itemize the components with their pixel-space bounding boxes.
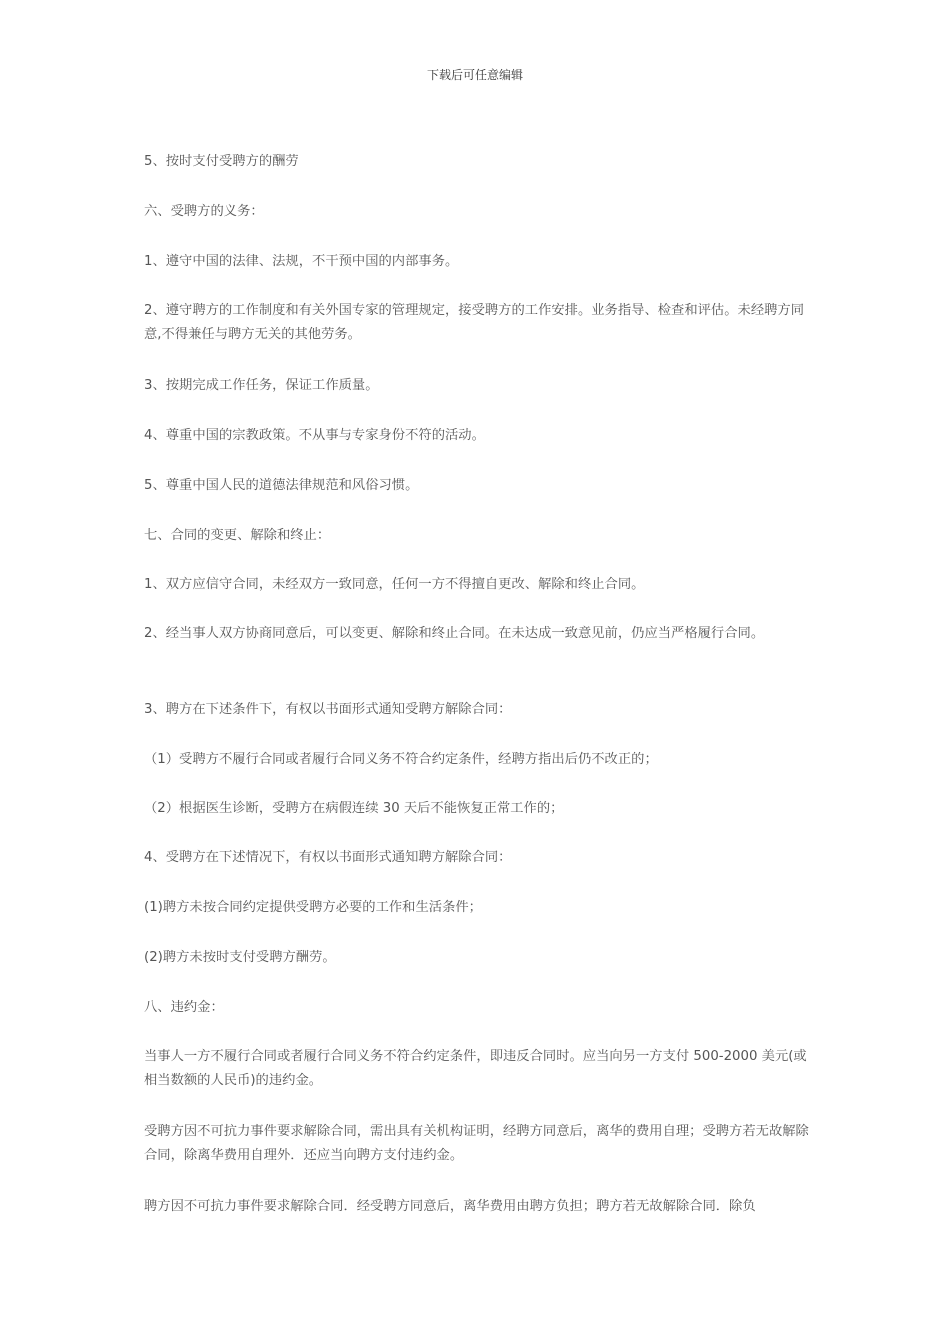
- paragraph: （2）根据医生诊断，受聘方在病假连续 30 天后不能恢复正常工作的；: [144, 801, 564, 816]
- paragraph: 1、双方应信守合同，未经双方一致同意，任何一方不得擅自更改、解除和终止合同。: [144, 577, 645, 592]
- paragraph: (2)聘方未按时支付受聘方酬劳。: [144, 950, 336, 965]
- section-heading: 七、合同的变更、解除和终止：: [144, 528, 331, 543]
- paragraph: （1）受聘方不履行合同或者履行合同义务不符合约定条件，经聘方指出后仍不改正的；: [144, 752, 658, 767]
- paragraph: 当事人一方不履行合同或者履行合同义务不符合约定条件，即违反合同时。应当向另一方支付 500-2000 美元(或相当数额的人民币)的违约金。: [144, 1049, 807, 1088]
- paragraph: 4、受聘方在下述情况下，有权以书面形式通知聘方解除合同：: [144, 850, 512, 865]
- section-heading: 八、违约金：: [144, 1000, 224, 1015]
- paragraph: 5、按时支付受聘方的酬劳: [144, 154, 299, 169]
- paragraph: 受聘方因不可抗力事件要求解除合同，需出具有关机构证明，经聘方同意后，离华的费用自理；受聘方若无故解除合同，除离华费用自理外．还应当向聘方支付违约金。: [144, 1124, 809, 1163]
- paragraph: 3、聘方在下述条件下，有权以书面形式通知受聘方解除合同：: [144, 702, 512, 717]
- paragraph: (1)聘方未按合同约定提供受聘方必要的工作和生活条件；: [144, 900, 482, 915]
- paragraph: 4、尊重中国的宗教政策。不从事与专家身份不符的活动。: [144, 428, 485, 443]
- paragraph: 1、遵守中国的法律、法规，不干预中国的内部事务。: [144, 254, 459, 269]
- paragraph: 3、按期完成工作任务，保证工作质量。: [144, 378, 379, 393]
- section-heading: 六、受聘方的义务：: [144, 204, 264, 219]
- paragraph: 聘方因不可抗力事件要求解除合同．经受聘方同意后，离华费用由聘方负担；聘方若无故解除合同．除负: [144, 1199, 756, 1214]
- page-header: 下载后可任意编辑: [426, 68, 523, 82]
- paragraph: 2、经当事人双方协商同意后，可以变更、解除和终止合同。在未达成一致意见前，仍应当严格履行合同。: [144, 626, 765, 641]
- paragraph: 2、遵守聘方的工作制度和有关外国专家的管理规定，接受聘方的工作安排。业务指导、检查和评估。未经聘方同意,不得兼任与聘方无关的其他劳务。: [144, 303, 805, 342]
- paragraph: 5、尊重中国人民的道德法律规范和风俗习惯。: [144, 478, 419, 493]
